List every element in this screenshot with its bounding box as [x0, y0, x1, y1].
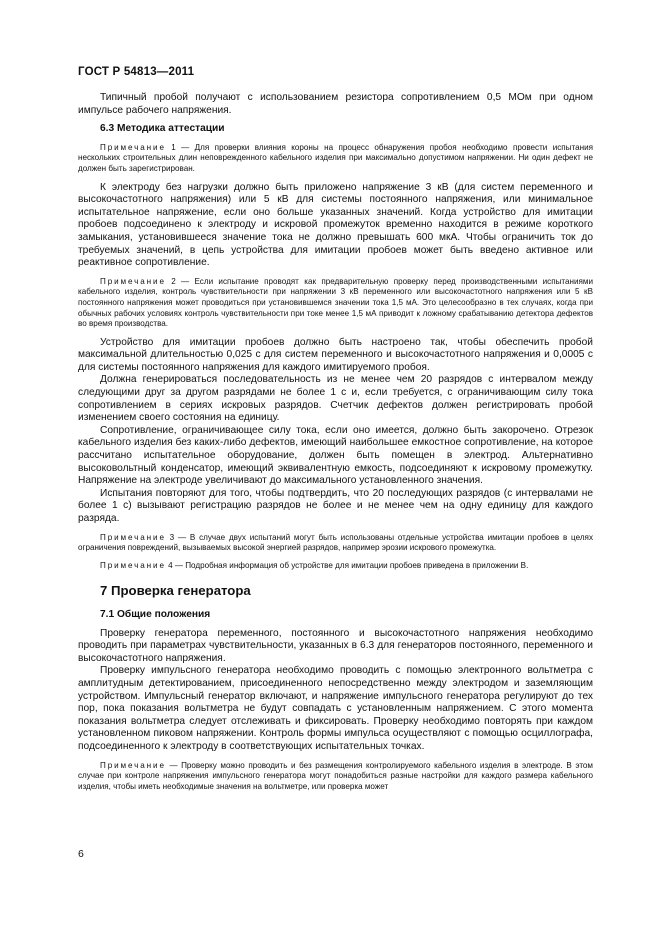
note-4 [78, 561, 593, 572]
note-text: — Проверку можно проводить и без размещения контролируемого кабельного изделия в электроде. В этом случае при контроле напряжения импульсного генератора могут понадобиться разные настройки для каждого размера кабельного изделия, чтобы иметь необходимые значения на вольтметре, или проверка может [78, 760, 593, 791]
note-label: Примечание [100, 532, 166, 542]
note-label: Примечание [100, 142, 166, 152]
section-heading-7: 7 Проверка генератора [100, 583, 251, 599]
section-heading-6-3: 6.3 Методика аттестации [100, 123, 225, 135]
standard-header: ГОСТ Р 54813—2011 [78, 66, 195, 78]
note-2 [78, 277, 593, 330]
paragraph: Проверку генератора переменного, постоянного и высокочастотного напряжения необходимо проводить при параметрах чувствительности, указанных в 6.3 для генераторов постоянного, переменного и высокочастотного напряжения. [78, 627, 593, 664]
paragraph: Устройство для имитации пробоев должно быть настроено так, чтобы обеспечить пробой максимальной длительностью 0,025 с для систем переменного и высокочастотного напряжения и 0,0005 с для системы постоянного напряжения для каждого имитируемого пробоя. [78, 336, 593, 373]
note-label: Примечание [100, 560, 166, 570]
note-label: Примечание [100, 760, 166, 770]
note-text: 4 — Подробная информация об устройстве для имитации пробоев приведена в приложении В. [165, 560, 529, 570]
paragraph: Должна генерироваться последовательность из не менее чем 20 разрядов с интервалом между следующими друг за другом разрядами не более 1 с и, если требуется, с ограничивающим силу тока сопротивлением в сериях искровых разрядов. Счетчик дефектов должен регистрировать пробой изменением своего состояния на единицу. [78, 374, 593, 424]
paragraph: Проверку импульсного генератора необходимо проводить с помощью электронного вольтметра с амплитудным детектированием, присоединенного непосредственно между электродом и заземляющим устройством. Импульсный генератор включают, и напряжение импульсного генератора регулируют до тех пор, пока показания вольтметра не будут совпадать с установленным напряжением. С этого момента показания вольтметра следует отслеживать и фиксировать. Проверку необходимо повторять при каждом установленном пиковом напряжении. Контроль формы импульса осуществляют с помощью осциллографа, подсоединенного к электроду в соответствующих испытательных точках. [78, 665, 593, 752]
note-label: Примечание [100, 276, 166, 286]
section-heading-7-1: 7.1 Общие положения [100, 608, 211, 620]
note-text: 1 — Для проверки влияния короны на процесс обнаружения пробоя необходимо провести испытания нескольких строительных длин неповрежденного кабельного изделия при максимально допустимом напряжении. Ни один дефект не должен быть зарегистрирован. [78, 142, 593, 173]
note-5 [78, 761, 593, 793]
note-text: 2 — Если испытание проводят как предварительную проверку перед производственными испытаниями кабельного изделия, контроль чувствительности при напряжении 3 кВ переменного или высокочастотного напряжения или 5 кВ постоянного напряжения может проводиться при установившемся значении тока 1,5 мА. Это целесообразно в тех случаях, когда при обычных рабочих условиях контроль чувствительности при токе менее 1,5 мА приводит к ложному срабатыванию детектора дефектов во время производства. [78, 276, 593, 329]
page-content [78, 92, 593, 799]
note-text: 3 — В случае двух испытаний могут быть использованы отдельные устройства имитации пробоев в целях ограничения повреждений, вызываемых высокой энергией разрядов, например эрозии искрового промежутка. [78, 532, 593, 553]
paragraph: Испытания повторяют для того, чтобы подтвердить, что 20 последующих разрядов (с интервалами не более 1 с) вызывают регистрацию разрядов не более и не менее чем на одну единицу для каждого разряда. [78, 487, 593, 524]
paragraph: К электроду без нагрузки должно быть приложено напряжение 3 кВ (для систем переменного и высокочастотного напряжения) или 5 кВ для системы постоянного напряжения, или минимальное испытательное напряжение, если оно больше указанных значений. Когда устройство для имитации пробоев подсоединено к электроду и искровой промежуток временно находится в режиме короткого замыкания, установившееся значение тока не должно превышать 600 мкА. Чтобы ограничить ток до требуемых значений, в цепь устройства для имитации пробоев может быть введено активное или реактивное сопротивление. [78, 181, 593, 269]
paragraph-intro: Типичный пробой получают с использованием резистора сопротивлением 0,5 МОм при одном импульсе рабочего напряжения. [78, 92, 593, 116]
page-number: 6 [78, 848, 84, 860]
paragraph: Сопротивление, ограничивающее силу тока, если оно имеется, должно быть закорочено. Отрезок кабельного изделия без каких-либо дефектов, имеющий наибольшее емкостное сопротивление, на которое рассчитано испытательное оборудование, должен быть помещен в электрод. Альтернативно высоковольтный конденсатор, имеющий эквивалентную емкость, подсоединяют к искровому промежутку. Напряжение на электроде увеличивают до максимального установленного значения. [78, 424, 593, 487]
note-1 [78, 143, 593, 175]
note-3 [78, 533, 593, 554]
